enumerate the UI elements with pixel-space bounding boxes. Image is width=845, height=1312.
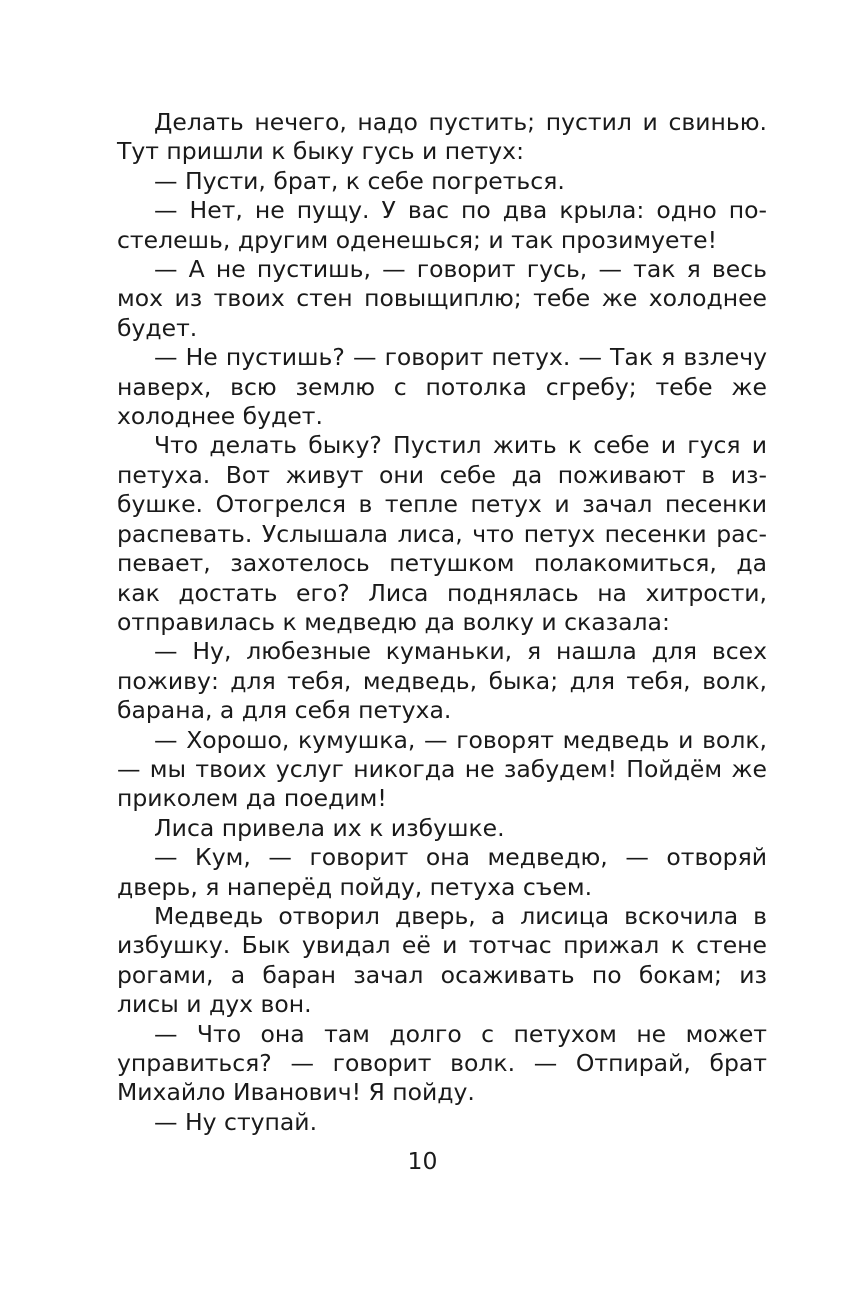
paragraph: — Не пустишь? — говорит петух. — Так я взлечу наверх, всю землю с потолка сгребу; тебе же холоднее будет. bbox=[117, 343, 767, 431]
paragraph: — А не пустишь, — говорит гусь, — так я весь мох из твоих стен повыщиплю; тебе же холоднее будет. bbox=[117, 255, 767, 342]
paragraph: — Кум, — говорит она медведю, — отворяй дверь, я наперёд пойду, петуха съем. bbox=[117, 843, 767, 901]
paragraph: Делать нечего, надо пустить; пустил и свинью. Тут пришли к быку гусь и петух: bbox=[117, 108, 767, 166]
paragraph: — Ну, любезные куманьки, я нашла для всех поживу: для тебя, медведь, быка; для тебя, волк, барана, а для себя петуха. bbox=[117, 637, 767, 725]
paragraph: — Ну ступай. bbox=[154, 1107, 318, 1136]
page-number: 10 bbox=[407, 1147, 438, 1175]
paragraph: — Нет, не пущу. У вас по два крыла: одно постелешь, другим оденешься; и так прозимуете! bbox=[117, 196, 767, 254]
paragraph: Что делать быку? Пустил жить к себе и гуся и петуха. Вот живут они себе да поживают в избушке. Отогрелся в тепле петух и зачал песенки распевать. Услышала лиса, что петух песенки распевает, захотелось петушком полакомиться, да как достать его? Лиса поднялась на хитрости, отправилась к медведю да волку и сказала: bbox=[117, 431, 767, 636]
paragraph: — Что она там долго с петухом не может управиться? — говорит волк. — Отпирай, брат Михайло Иванович! Я пойду. bbox=[117, 1019, 767, 1107]
page-text bbox=[117, 108, 767, 1137]
paragraph: — Пусти, брат, к себе погреться. bbox=[154, 166, 565, 195]
paragraph: Лиса привела их к избушке. bbox=[154, 813, 505, 842]
paragraph: — Хорошо, кумушка, — говорят медведь и волк,— мы твоих услуг никогда не забудем! Пойдём же приколем да поедим! bbox=[117, 725, 767, 813]
paragraph: Медведь отворил дверь, а лисица вскочила в избушку. Бык увидал её и тотчас прижал к стене рогами, а баран зачал осаживать по бокам; из лисы и дух вон. bbox=[117, 901, 767, 1019]
